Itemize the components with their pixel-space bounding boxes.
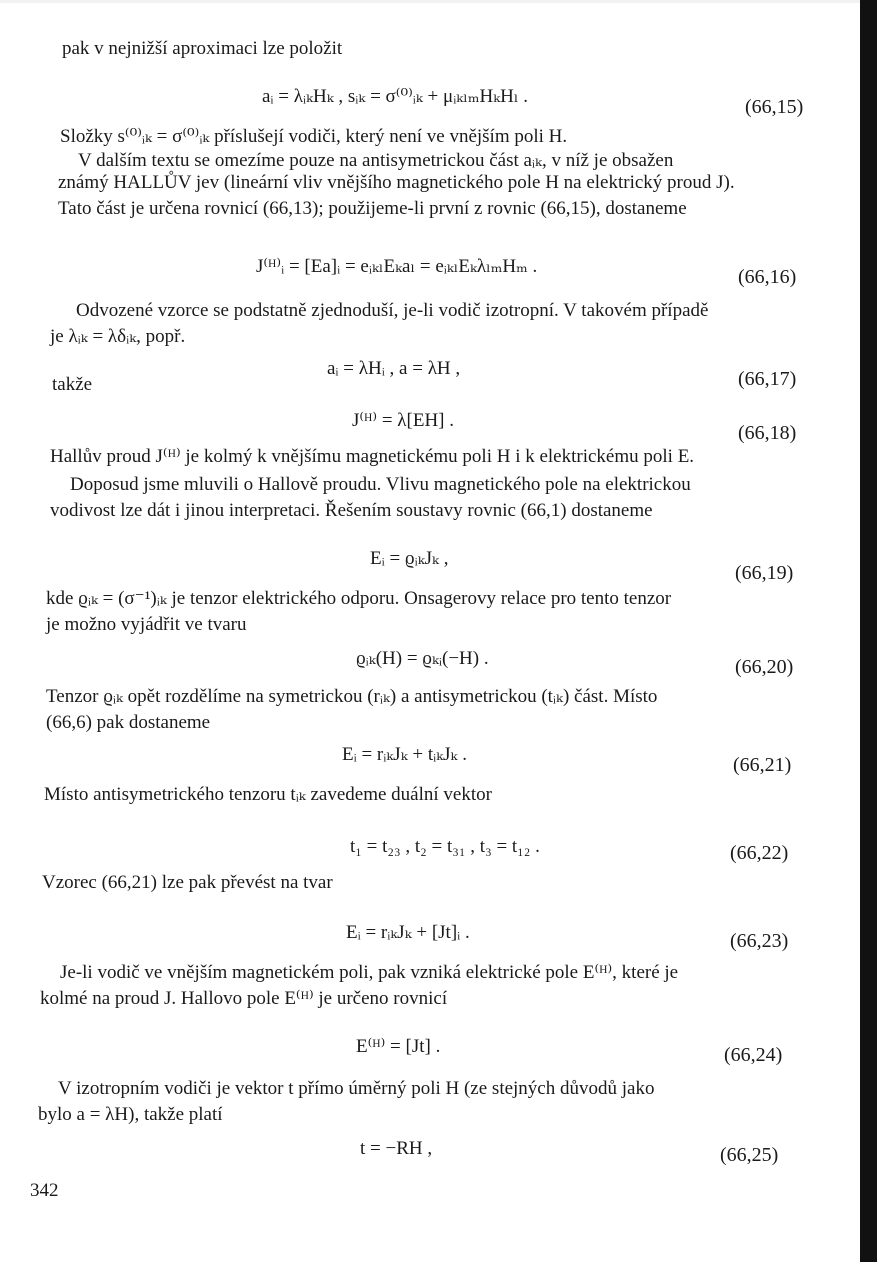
text-line: kde ϱᵢₖ = (σ⁻¹)ᵢₖ je tenzor elektrického odporu. Onsagerovy relace pro tento tenzor <box>46 588 672 609</box>
equation-66-19: Eᵢ = ϱᵢₖJₖ , <box>370 548 449 569</box>
equation-66-21: Eᵢ = rᵢₖJₖ + tᵢₖJₖ . <box>342 744 467 765</box>
equation-label: (66,25) <box>720 1144 779 1166</box>
equation-66-23: Eᵢ = rᵢₖJₖ + [Jt]ᵢ . <box>346 922 470 943</box>
equation-66-18: J⁽ᴴ⁾ = λ[EH] . <box>352 410 455 431</box>
text-line: V dalším textu se omezíme pouze na antisymetrickou část aᵢₖ, v níž je obsažen <box>78 150 674 171</box>
text-line: je λᵢₖ = λδᵢₖ, popř. <box>50 326 186 347</box>
text-line: je možno vyjádřit ve tvaru <box>46 614 247 635</box>
scan-edge-shadow <box>860 0 877 1262</box>
text-line: kolmé na proud J. Hallovo pole E⁽ᴴ⁾ je určeno rovnicí <box>40 988 448 1009</box>
text-line: Vzorec (66,21) lze pak převést na tvar <box>42 872 333 893</box>
text-line: známý HALLŮV jev (lineární vliv vnějšího magnetického pole H na elektrický proud J). <box>58 172 735 193</box>
equation-label: (66,16) <box>738 266 797 288</box>
text-line: (66,6) pak dostaneme <box>46 712 211 733</box>
equation-label: (66,23) <box>730 930 789 952</box>
text-line: Tato část je určena rovnicí (66,13); použijeme-li první z rovnic (66,15), dostaneme <box>58 198 687 219</box>
equation-66-25: t = −RH , <box>360 1138 433 1159</box>
equation-label: (66,17) <box>738 368 797 390</box>
equation-66-17: aᵢ = λHᵢ , a = λH , <box>327 358 461 379</box>
equation-label: (66,24) <box>724 1044 783 1066</box>
equation-label: (66,20) <box>735 656 794 678</box>
scan-edge-gap <box>837 1262 877 1276</box>
text-line: V izotropním vodiči je vektor t přímo úměrný poli H (ze stejných důvodů jako <box>58 1078 655 1099</box>
equation-66-16: J⁽ᴴ⁾ᵢ = [Ea]ᵢ = eᵢₖₗEₖaₗ = eᵢₖₗEₖλₗₘHₘ . <box>256 256 538 277</box>
text-line: takže <box>52 374 93 395</box>
equation-66-20: ϱᵢₖ(H) = ϱₖᵢ(−H) . <box>356 648 489 669</box>
page-number: 342 <box>30 1180 59 1201</box>
equation-66-15: aᵢ = λᵢₖHₖ , sᵢₖ = σ⁽⁰⁾ᵢₖ + μᵢₖₗₘHₖHₗ . <box>262 86 528 107</box>
equation-label: (66,18) <box>738 422 797 444</box>
text-line: Je-li vodič ve vnějším magnetickém poli, pak vzniká elektrické pole E⁽ᴴ⁾, které je <box>60 962 679 983</box>
text-line: Tenzor ϱᵢₖ opět rozdělíme na symetrickou (rᵢₖ) a antisymetrickou (tᵢₖ) část. Místo <box>46 686 658 707</box>
text-line: Hallův proud J⁽ᴴ⁾ je kolmý k vnějšímu magnetickému poli H i k elektrickému poli E. <box>50 446 695 467</box>
text-line: Místo antisymetrického tenzoru tᵢₖ zavedeme duální vektor <box>44 784 492 805</box>
equation-label: (66,15) <box>745 96 804 118</box>
text-line: vodivost lze dát i jinou interpretaci. Řešením soustavy rovnic (66,1) dostaneme <box>50 500 653 521</box>
text-line: bylo a = λH), takže platí <box>38 1104 223 1125</box>
equation-66-24: E⁽ᴴ⁾ = [Jt] . <box>356 1036 441 1057</box>
page-top-edge <box>0 0 877 3</box>
equation-label: (66,22) <box>730 842 789 864</box>
text-line: pak v nejnižší aproximaci lze položit <box>62 38 343 59</box>
equation-label: (66,19) <box>735 562 794 584</box>
text-line: Složky s⁽⁰⁾ᵢₖ = σ⁽⁰⁾ᵢₖ příslušejí vodiči, který není ve vnějším poli H. <box>60 126 568 147</box>
text-line: Doposud jsme mluvili o Hallově proudu. Vlivu magnetického pole na elektrickou <box>70 474 691 495</box>
equation-label: (66,21) <box>733 754 792 776</box>
equation-66-22: t₁ = t₂₃ , t₂ = t₃₁ , t₃ = t₁₂ . <box>350 836 540 857</box>
text-line: Odvozené vzorce se podstatně zjednoduší, je-li vodič izotropní. V takovém případě <box>76 300 709 321</box>
